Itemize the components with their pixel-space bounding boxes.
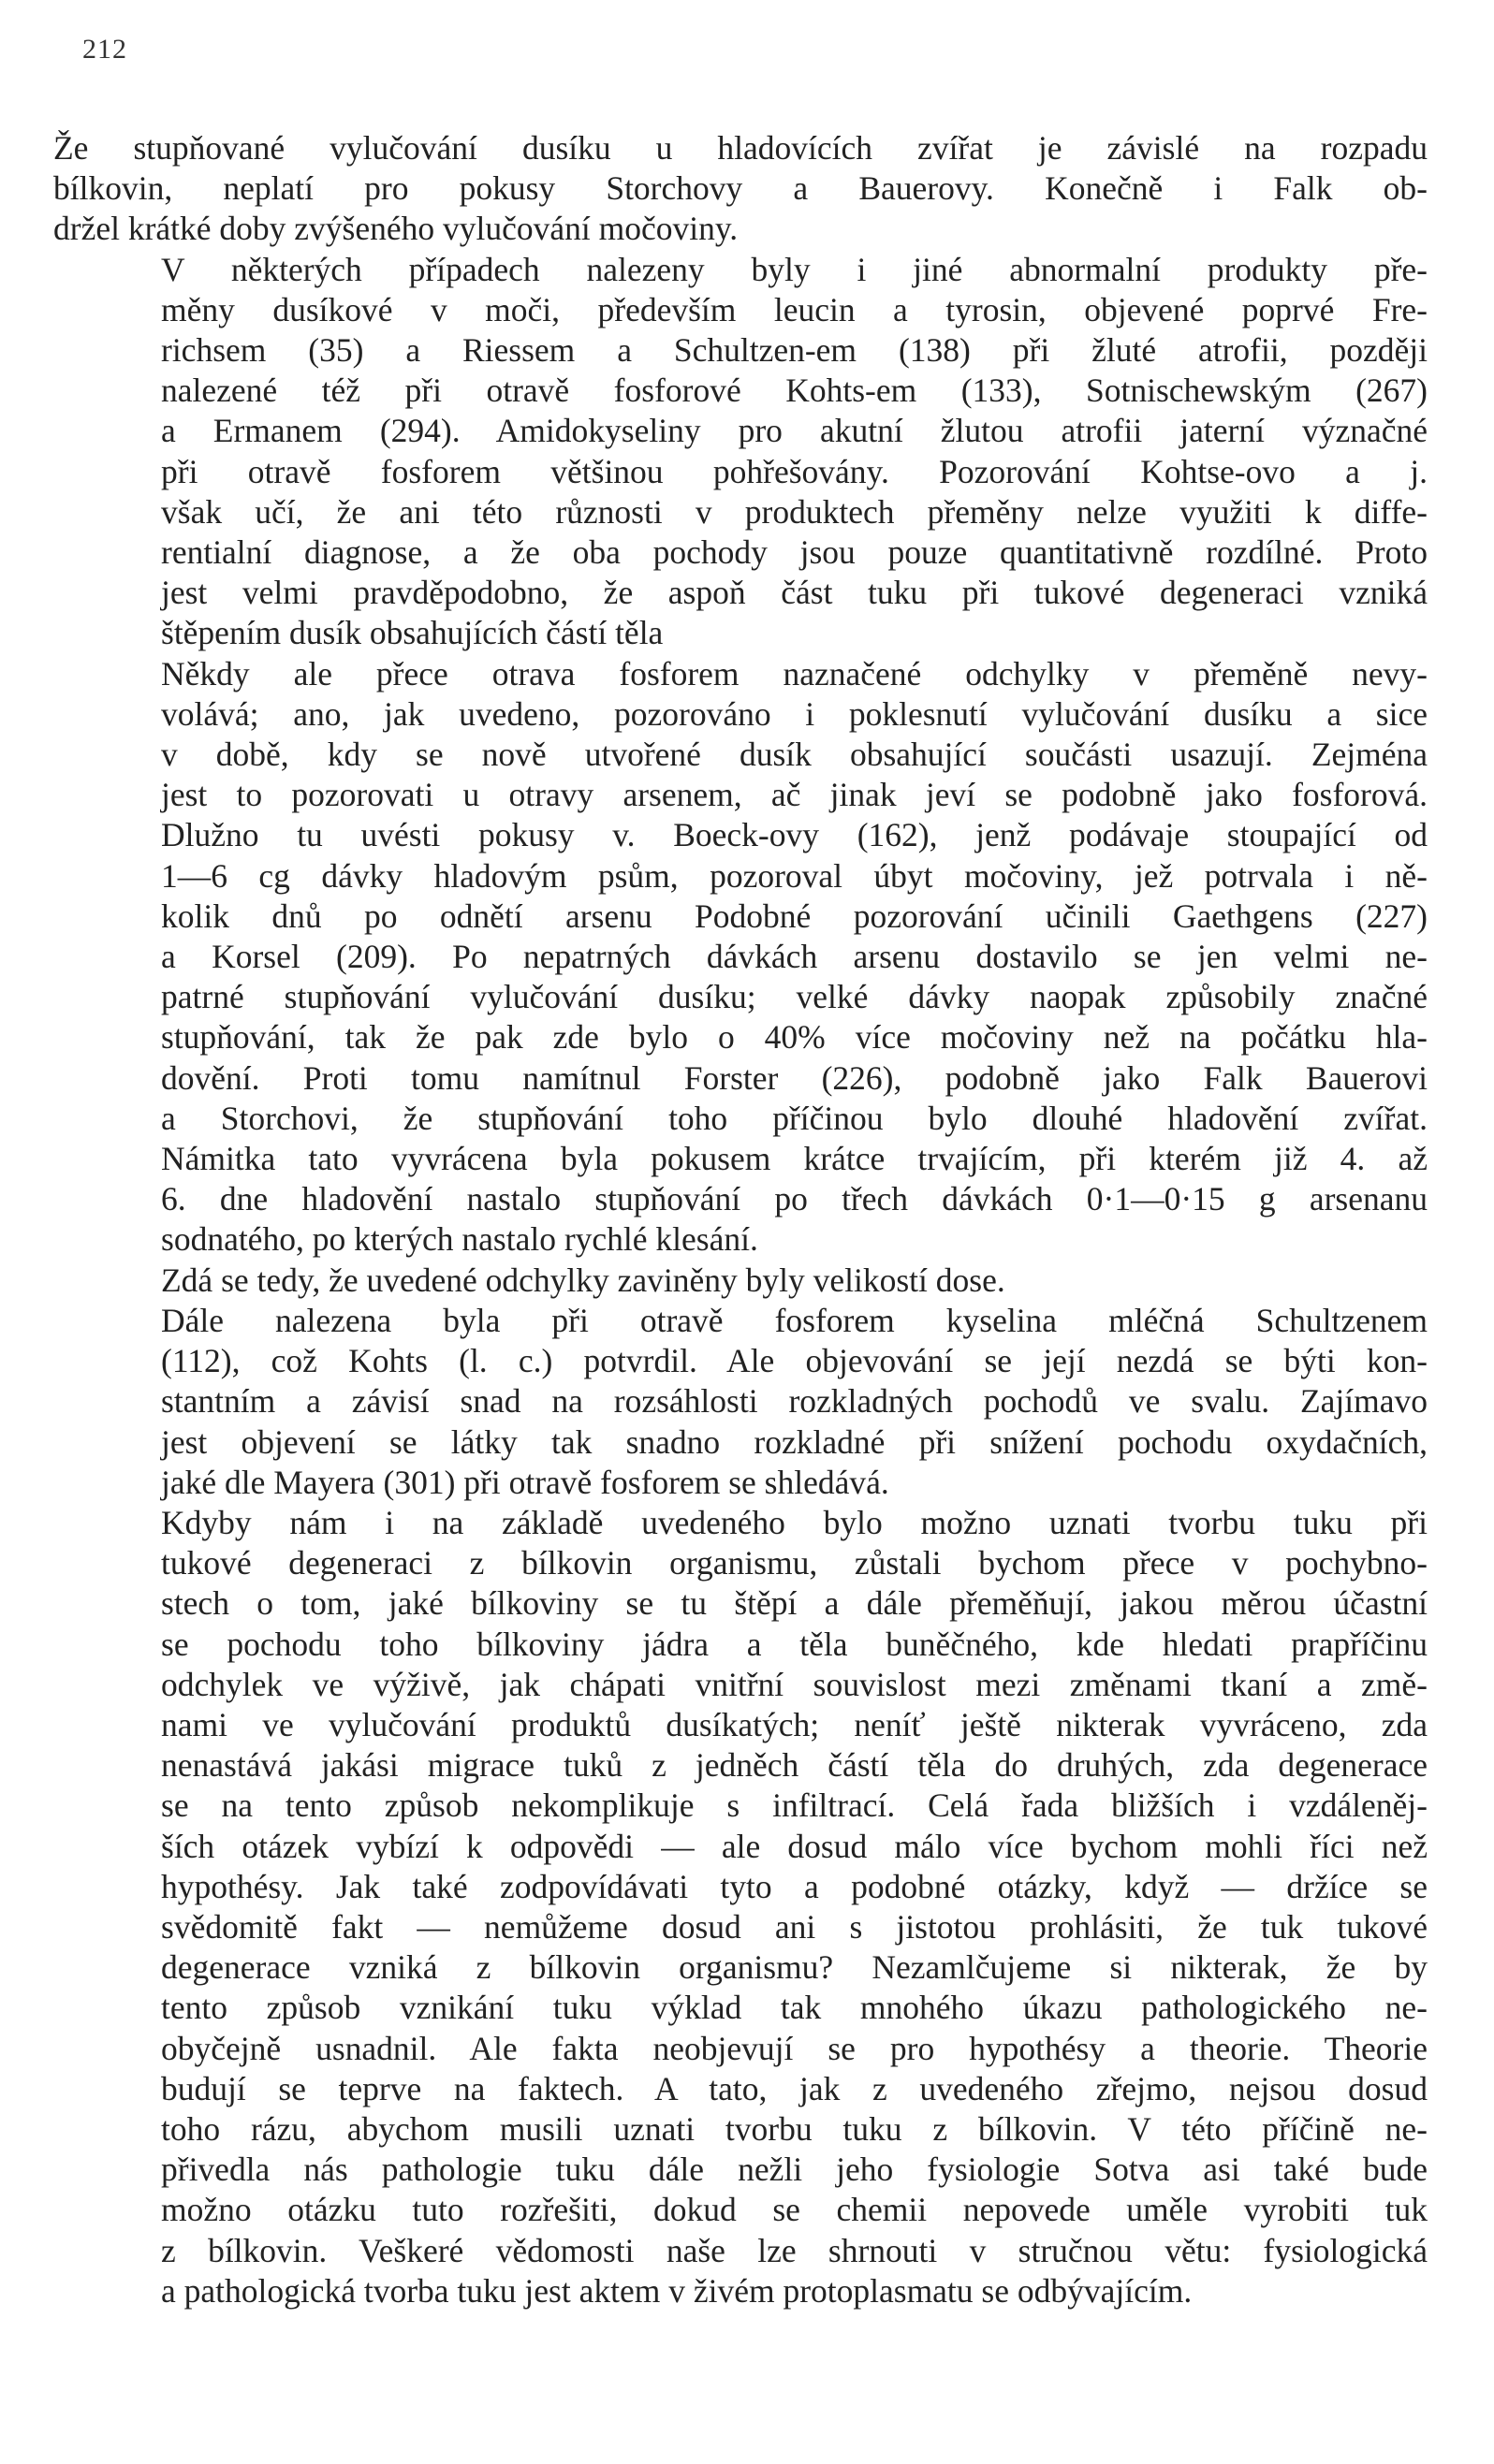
- paragraph: [53, 1261, 1428, 1301]
- body-text: [53, 128, 1428, 2311]
- text-line: budují se teprve na faktech. A tato, jak z uvedeného zřejmo, nejsou dosud: [161, 2069, 1428, 2107]
- text-line: hypothésy. Jak také zodpovídávati tyto a podobné otázky, když — držíce se: [161, 1867, 1428, 1905]
- text-line: patrné stupňování vylučování dusíku; velké dávky naopak způsobily značné: [161, 978, 1428, 1016]
- text-line: obyčejně usnadnil. Ale fakta neobjevují se pro hypothésy a theorie. Theorie: [161, 2029, 1428, 2067]
- text-line: v době, kdy se nově utvořené dusík obsahující součásti usazují. Zejména: [161, 736, 1428, 774]
- text-line: se na tento způsob nekomplikuje s infiltrací. Celá řada bližších i vzdáleněj-: [161, 1786, 1428, 1825]
- text-line: stantním a závisí snad na rozsáhlosti rozkladných pochodů ve svalu. Zajímavo: [161, 1382, 1428, 1421]
- paragraph: [53, 128, 1428, 250]
- text-line: jest velmi pravděpodobno, že aspoň část tuku při tukové degeneraci vzniká: [161, 574, 1428, 612]
- paragraph: [53, 250, 1428, 654]
- text-line: sodnatého, po kterých nastalo rychlé klesání.: [161, 1220, 758, 1259]
- text-line: kolik dnů po odnětí arsenu Podobné pozorování učinili Gaethgens (227): [161, 897, 1428, 935]
- text-line: Kdyby nám i na základě uvedeného bylo možno uznati tvorbu tuku při: [161, 1503, 1428, 1541]
- text-line: dovění. Proti tomu namítnul Forster (226), podobně jako Falk Bauerovi: [161, 1058, 1428, 1097]
- text-line: nami ve vylučování produktů dusíkatých; neníť ještě nikterak vyvráceno, zda: [161, 1705, 1428, 1743]
- text-line: z bílkovin. Veškeré vědomosti naše lze shrnouti v stručnou větu: fysiologická: [161, 2231, 1428, 2269]
- text-line: a Ermanem (294). Amidokyseliny pro akutní žlutou atrofii jaterní význačné: [161, 412, 1428, 450]
- text-line: ších otázek vybízí k odpovědi — ale dosud málo více bychom mohli říci než: [161, 1827, 1428, 1865]
- paragraph: [53, 1503, 1428, 2311]
- text-line: rentialní diagnose, a že oba pochody jsou pouze quantitativně rozdílné. Proto: [161, 533, 1428, 572]
- text-line: a Storchovi, že stupňování toho příčinou bylo dlouhé hladovění zvířat.: [161, 1099, 1428, 1137]
- text-line: přivedla nás pathologie tuku dále nežli jeho fysiologie Sotva asi také bude: [161, 2151, 1428, 2189]
- text-line: Dále nalezena byla při otravě fosforem kyselina mléčná Schultzenem: [161, 1301, 1428, 1339]
- text-line: degenerace vzniká z bílkovin organismu? Nezamlčujeme si nikterak, že by: [161, 1948, 1428, 1987]
- text-line: štěpením dusík obsahujících částí těla: [161, 614, 664, 652]
- paragraph: [53, 1301, 1428, 1503]
- text-line: a Korsel (209). Po nepatrných dávkách arsenu dostavilo se jen velmi ne-: [161, 938, 1428, 976]
- text-line: Námitka tato vyvrácena byla pokusem krátce trvajícím, při kterém již 4. až: [161, 1140, 1428, 1178]
- text-line: a pathologická tvorba tuku jest aktem v živém protoplasmatu se odbývajícím.: [161, 2271, 1193, 2310]
- text-line: možno otázku tuto rozřešiti, dokud se chemii nepovede uměle vyrobiti tuk: [161, 2191, 1428, 2229]
- text-line: Zdá se tedy, že uvedené odchylky zaviněny byly velikostí dose.: [161, 1261, 1005, 1299]
- text-line: jest objevení se látky tak snadno rozkladné při snížení pochodu oxydačních,: [161, 1422, 1428, 1461]
- text-line: však učí, že ani této různosti v produktech přeměny nelze využiti k diffe-: [161, 492, 1428, 531]
- text-line: V některých případech nalezeny byly i jiné abnormalní produkty pře-: [161, 250, 1428, 288]
- text-line: stech o tom, jaké bílkoviny se tu štěpí a dále přeměňují, jakou měrou účastní: [161, 1584, 1428, 1623]
- text-line: richsem (35) a Riessem a Schultzen-em (138) při žluté atrofii, později: [161, 331, 1428, 370]
- text-line: stupňování, tak že pak zde bylo o 40% více močoviny než na počátku hla-: [161, 1018, 1428, 1057]
- text-line: jaké dle Mayera (301) při otravě fosforem se shledává.: [161, 1463, 889, 1501]
- text-line: jest to pozorovati u otravy arsenem, ač jinak jeví se podobně jako fosforová.: [161, 776, 1428, 814]
- text-line: měny dusíkové v moči, především leucin a tyrosin, objevené poprvé Fre-: [161, 290, 1428, 328]
- text-line: nenastává jakási migrace tuků z jedněch částí těla do druhých, zda degenerace: [161, 1746, 1428, 1785]
- text-line: Že stupňované vylučování dusíku u hladovících zvířat je závislé na rozpadu: [53, 129, 1428, 167]
- text-line: 1—6 cg dávky hladovým psům, pozoroval úbyt močoviny, jež potrvala i ně-: [161, 856, 1428, 895]
- text-line: se pochodu toho bílkoviny jádra a těla buněčného, kde hledati prapříčinu: [161, 1625, 1428, 1663]
- text-line: 6. dne hladovění nastalo stupňování po třech dávkách 0·1—0·15 g arsenanu: [161, 1180, 1428, 1218]
- text-line: volává; ano, jak uvedeno, pozorováno i poklesnutí vylučování dusíku a sice: [161, 694, 1428, 733]
- text-line: (112), což Kohts (l. c.) potvrdil. Ale objevování se její nezdá se býti kon-: [161, 1342, 1428, 1380]
- text-line: Někdy ale přece otrava fosforem naznačené odchylky v přeměně nevy-: [161, 654, 1428, 693]
- text-line: Dlužno tu uvésti pokusy v. Boeck-ovy (162), jenž podávaje stoupající od: [161, 816, 1428, 854]
- text-line: svědomitě fakt — nemůžeme dosud ani s jistotou prohlásiti, že tuk tukové: [161, 1907, 1428, 1946]
- text-line: odchylek ve výživě, jak chápati vnitřní souvislost mezi změnami tkaní a změ-: [161, 1665, 1428, 1703]
- text-line: při otravě fosforem většinou pohřešovány. Pozorování Kohtse-ovo a j.: [161, 452, 1428, 490]
- page-number: 212: [82, 34, 127, 65]
- text-line: tento způsob vznikání tuku výklad tak mnohého úkazu pathologického ne-: [161, 1989, 1428, 2027]
- text-line: toho rázu, abychom musili uznati tvorbu tuku z bílkovin. V této příčině ne-: [161, 2109, 1428, 2148]
- text-line: bílkovin, neplatí pro pokusy Storchovy a Bauerovy. Konečně i Falk ob-: [53, 169, 1428, 208]
- paragraph: [53, 654, 1428, 1261]
- text-line: nalezené též při otravě fosforové Kohts-em (133), Sotnischewským (267): [161, 372, 1428, 410]
- text-line: držel krátké doby zvýšeného vylučování močoviny.: [53, 210, 739, 248]
- text-line: tukové degeneraci z bílkovin organismu, zůstali bychom přece v pochybno-: [161, 1544, 1428, 1582]
